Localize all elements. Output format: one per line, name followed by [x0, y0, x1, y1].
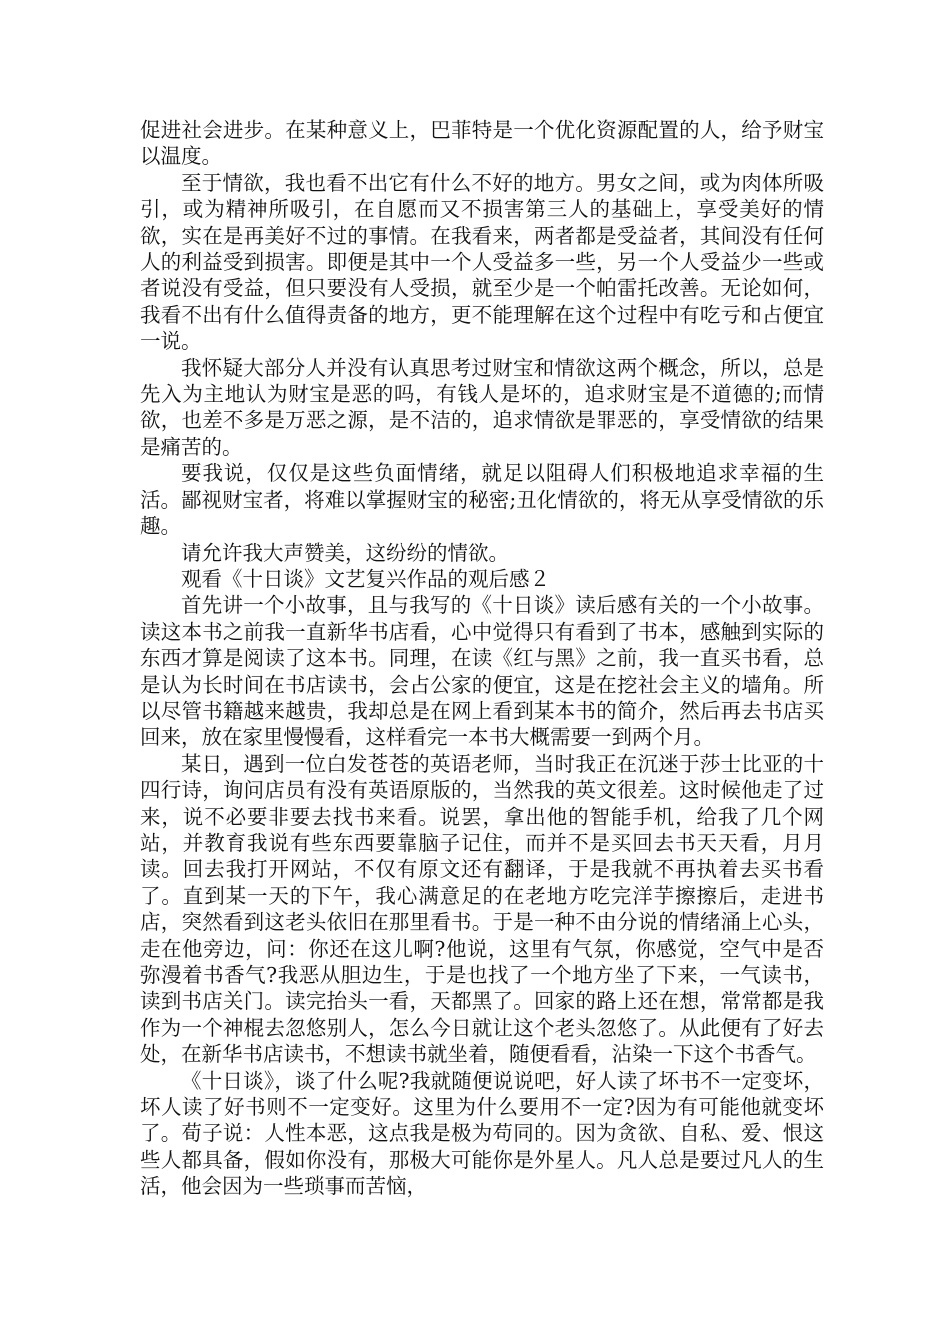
- paragraph-5: 请允许我大声赞美，这纷纷的情欲。: [181, 540, 509, 565]
- paragraph-1: 促进社会进步。在某种意义上，巴菲特是一个优化资源配置的人，给予财宝以温度。: [140, 118, 824, 169]
- paragraph-9: 《十日谈》，谈了什么呢?我就随便说说吧，好人读了坏书不一定变坏，坏人读了好书则不一定变好。这里为什么要用不一定?因为有可能他就变坏了。荀子说：人性本恶，这点我是极为苟同的。因为贪欲、自私、爱、恨这些人都具备，假如你没有，那极大可能你是外星人。凡人总是要过凡人的生活，他会因为一些琐事而苦恼，: [140, 1068, 824, 1199]
- section-heading: 观看《十日谈》文艺复兴作品的观后感２: [181, 566, 550, 591]
- paragraph-3: 我怀疑大部分人并没有认真思考过财宝和情欲这两个概念，所以，总是先入为主地认为财宝是恶的吗，有钱人是坏的，追求财宝是不道德的;而情欲，也差不多是万恶之源，是不洁的，追求情欲是罪恶的，享受情欲的结果是痛苦的。: [140, 355, 824, 459]
- paragraph-8: 某日，遇到一位白发苍苍的英语老师，当时我正在沉迷于莎士比亚的十四行诗，询问店员有没有英语原版的，当然我的英文很差。这时候他走了过来，说不必要非要去找书来看。说罢，拿出他的智能手机，给我了几个网站，并教育我说有些东西要靠脑子记住，而并不是买回去书天天看，月月读。回去我打开网站，不仅有原文还有翻译，于是我就不再执着去买书看了。直到某一天的下午，我心满意足的在老地方吃完洋芋擦擦后，走进书店，突然看到这老头依旧在那里看书。于是一种不由分说的情绪涌上心头，走在他旁边，问：你还在这儿啊?他说，这里有气氛，你感觉，空气中是否弥漫着书香气?我恶从胆边生，于是也找了一个地方坐了下来，一气读书，读到书店关门。读完抬头一看，天都黑了。回家的路上还在想，常常都是我作为一个神棍去忽悠别人，怎么今日就让这个老头忽悠了。从此便有了好去处，在新华书店读书，不想读书就坐着，随便看看，沾染一下这个书香气。: [140, 751, 824, 1067]
- paragraph-2: 至于情欲，我也看不出它有什么不好的地方。男女之间，或为肉体所吸引，或为精神所吸引，在自愿而又不损害第三人的基础上，享受美好的情欲，实在是再美好不过的事情。在我看来，两者都是受益者，其间没有任何人的利益受到损害。即便是其中一个人受益多一些，另一个人受益少一些或者说没有受益，但只要没有人受损，就至少是一个帕雷托改善。无论如何，我看不出有什么值得责备的地方，更不能理解在这个过程中有吃亏和占便宜一说。: [140, 170, 824, 354]
- paragraph-7: 首先讲一个小故事，且与我写的《十日谈》读后感有关的一个小故事。读这本书之前我一直新华书店看，心中觉得只有看到了书本，感触到实际的东西才算是阅读了这本书。同理，在读《红与黑》之前，我一直买书看，总是认为长时间在书店读书，会占公家的便宜，这是在挖社会主义的墙角。所以尽管书籍越来越贵，我却总是在网上看到某本书的简介，然后再去书店买回来，放在家里慢慢看，这样看完一本书大概需要一到两个月。: [140, 593, 824, 750]
- paragraph-4: 要我说，仅仅是这些负面情绪，就足以阻碍人们积极地追求幸福的生活。鄙视财宝者，将难以掌握财宝的秘密;丑化情欲的，将无从享受情欲的乐趣。: [140, 461, 824, 539]
- document-page: [140, 117, 824, 1200]
